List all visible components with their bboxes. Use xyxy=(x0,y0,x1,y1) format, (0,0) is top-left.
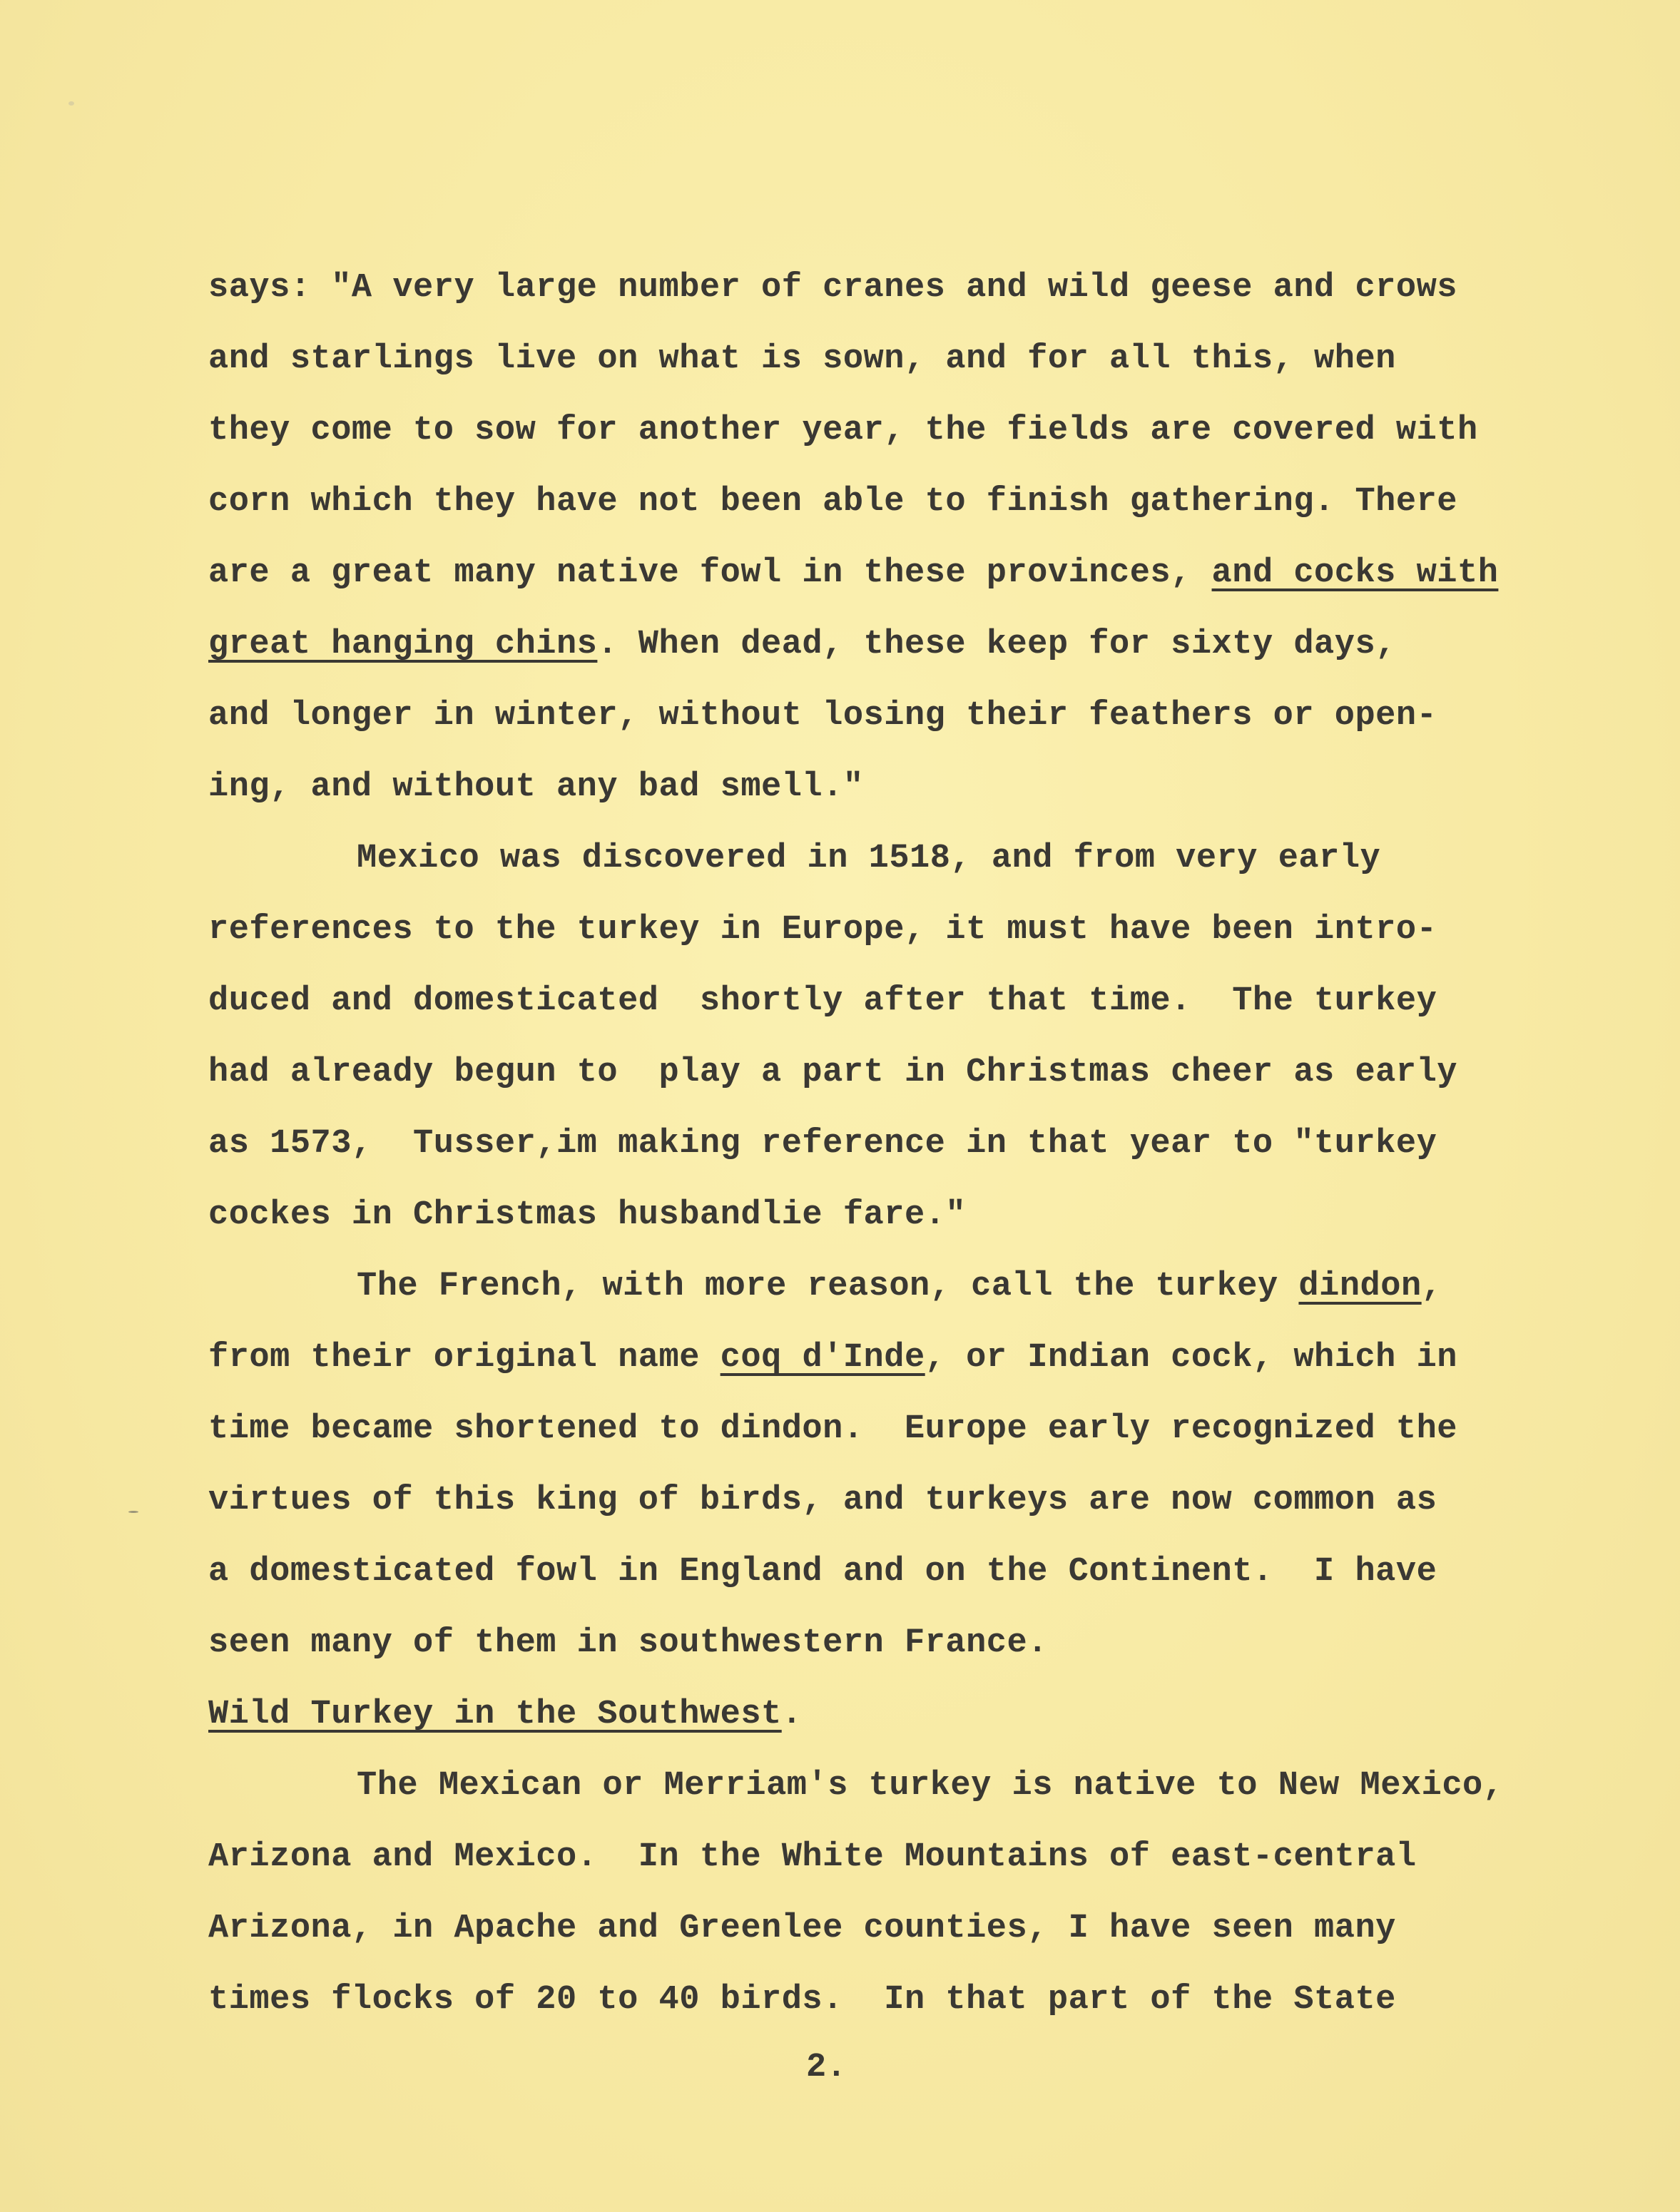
text-line: ing, and without any bad smell." xyxy=(208,768,864,806)
underlined-phrase: and cocks with xyxy=(1211,554,1499,592)
underlined-phrase: great hanging chins xyxy=(208,626,598,663)
underlined-phrase: coq d'Inde xyxy=(720,1339,925,1377)
text-line: virtues of this king of birds, and turkeys are now common as xyxy=(208,1482,1437,1519)
text-line: had already begun to play a part in Christmas cheer as early xyxy=(208,1054,1457,1091)
text-line: from their original name coq d'Inde, or Indian cock, which in xyxy=(208,1339,1457,1377)
text-line: Arizona and Mexico. In the White Mountains of east-central xyxy=(208,1838,1417,1876)
text-line: seen many of them in southwestern France. xyxy=(208,1624,1048,1662)
paper-speck xyxy=(68,101,74,106)
text-line: and longer in winter, without losing their feathers or open- xyxy=(208,697,1437,735)
text-line: great hanging chins. When dead, these keep for sixty days, xyxy=(208,626,1396,663)
text-line: times flocks of 20 to 40 birds. In that part of the State xyxy=(208,1981,1396,2019)
underlined-word: dindon xyxy=(1298,1268,1422,1305)
text-line: corn which they have not been able to finish gathering. There xyxy=(208,483,1457,521)
text-line: duced and domesticated shortly after that time. The turkey xyxy=(208,982,1437,1020)
text-line: Mexico was discovered in 1518, and from very early xyxy=(357,840,1381,877)
paper-speck xyxy=(128,1511,138,1513)
text-line: says: "A very large number of cranes and wild geese and crows xyxy=(208,269,1457,307)
section-heading: Wild Turkey in the Southwest. xyxy=(208,1696,803,1733)
text-line: they come to sow for another year, the fields are covered with xyxy=(208,412,1478,449)
text-line: time became shortened to dindon. Europe early recognized the xyxy=(208,1410,1457,1448)
text-line: and starlings live on what is sown, and for all this, when xyxy=(208,340,1396,378)
underlined-heading: Wild Turkey in the Southwest xyxy=(208,1696,782,1733)
text-line: Arizona, in Apache and Greenlee counties, I have seen many xyxy=(208,1910,1396,1947)
page-number: 2. xyxy=(806,2049,847,2086)
text-line: cockes in Christmas husbandlie fare." xyxy=(208,1196,967,1234)
text-line: The French, with more reason, call the turkey dindon, xyxy=(357,1268,1442,1305)
text-line: The Mexican or Merriam's turkey is native to New Mexico, xyxy=(357,1767,1504,1805)
text-line: as 1573, Tusser,im making reference in that year to "turkey xyxy=(208,1125,1437,1163)
text-line: references to the turkey in Europe, it must have been intro- xyxy=(208,911,1437,949)
text-line: are a great many native fowl in these provinces, and cocks with xyxy=(208,554,1499,592)
text-line: a domesticated fowl in England and on the Continent. I have xyxy=(208,1553,1437,1591)
